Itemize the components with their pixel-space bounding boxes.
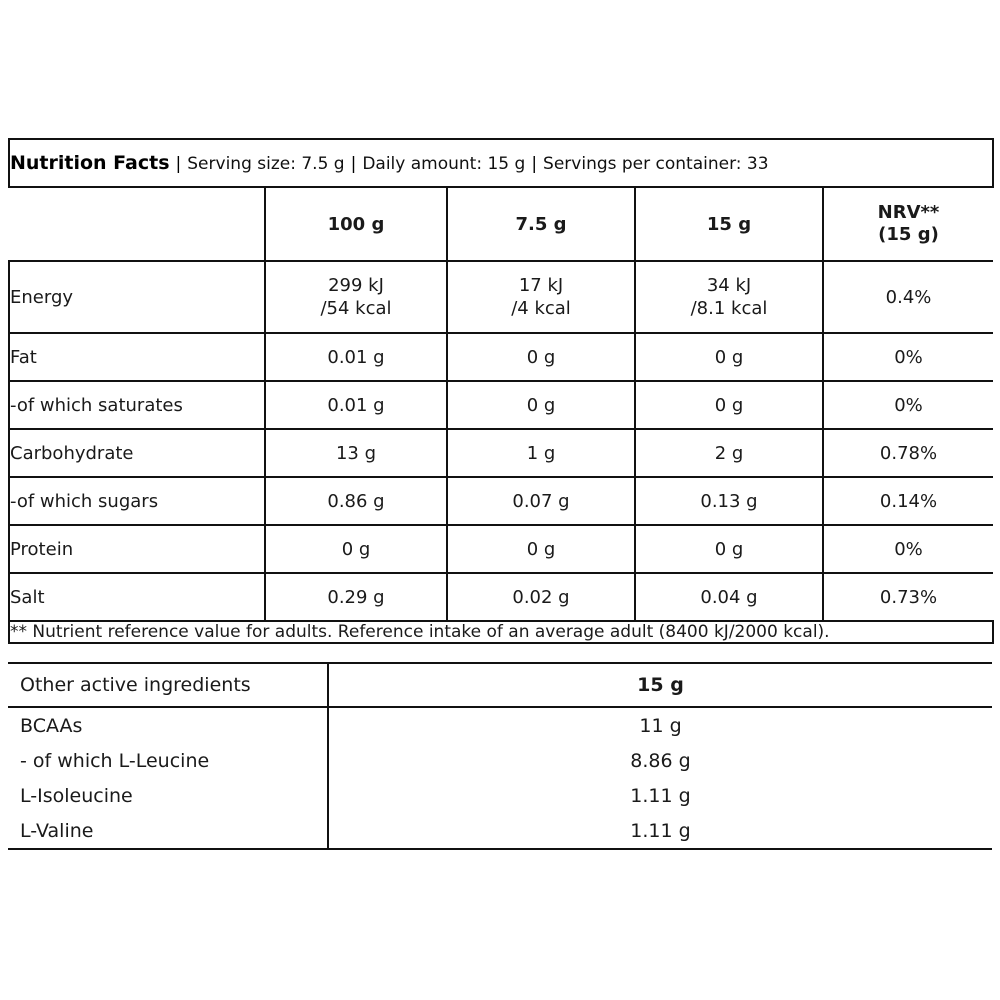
- energy-100g: [265, 261, 447, 333]
- l-isoleucine-amount: 1.11 g: [328, 778, 992, 813]
- list-item: [8, 707, 992, 743]
- energy-7-5g-kj: 17 kJ: [518, 274, 564, 296]
- list-item: [8, 743, 992, 778]
- energy-7-5g: [447, 261, 635, 333]
- row-label-fat: Fat: [9, 333, 265, 381]
- fat-7-5g: 0 g: [447, 333, 635, 381]
- table-row: [9, 573, 993, 621]
- table-spacer: [8, 644, 992, 662]
- fat-nrv: 0%: [823, 333, 993, 381]
- salt-nrv: 0.73%: [823, 573, 993, 621]
- column-header-nrv-sub: (15 g): [878, 224, 939, 245]
- header-separator-1: |: [175, 154, 182, 174]
- l-leucine-label: - of which L-Leucine: [8, 743, 328, 778]
- protein-100g: 0 g: [265, 525, 447, 573]
- column-header-15g: 15 g: [635, 187, 823, 261]
- daily-amount-text: Daily amount: 15 g: [362, 154, 526, 174]
- other-ingredients-amount-header: 15 g: [328, 663, 992, 707]
- energy-7-5g-kcal: /4 kcal: [511, 298, 571, 319]
- bcaas-amount: 11 g: [328, 707, 992, 743]
- table-row: [9, 333, 993, 381]
- energy-100g-kj: 299 kJ: [328, 274, 384, 296]
- column-header-7-5g: 7.5 g: [447, 187, 635, 261]
- carbohydrate-7-5g: 1 g: [447, 429, 635, 477]
- other-ingredients-title: Other active ingredients: [8, 663, 328, 707]
- footnote-row: [9, 621, 993, 643]
- nutrition-label: [8, 138, 992, 850]
- header-separator-3: |: [531, 154, 538, 174]
- nutrition-header-cell: [9, 139, 993, 187]
- sugars-15g: 0.13 g: [635, 477, 823, 525]
- l-valine-amount: 1.11 g: [328, 813, 992, 849]
- column-header-100g: 100 g: [265, 187, 447, 261]
- energy-15g-kcal: /8.1 kcal: [690, 298, 768, 319]
- table-row: [9, 261, 993, 333]
- header-separator-2: |: [350, 154, 357, 174]
- carbohydrate-nrv: 0.78%: [823, 429, 993, 477]
- carbohydrate-100g: 13 g: [265, 429, 447, 477]
- row-label-sugars: -of which sugars: [9, 477, 265, 525]
- row-label-saturates: -of which saturates: [9, 381, 265, 429]
- sugars-nrv: 0.14%: [823, 477, 993, 525]
- saturates-100g: 0.01 g: [265, 381, 447, 429]
- row-label-carbohydrate: Carbohydrate: [9, 429, 265, 477]
- column-header-nrv-main: NRV**: [877, 201, 940, 223]
- nutrition-facts-table: [8, 138, 994, 644]
- column-header-blank: [9, 187, 265, 261]
- list-item: [8, 813, 992, 849]
- salt-15g: 0.04 g: [635, 573, 823, 621]
- column-header-row: [9, 187, 993, 261]
- salt-100g: 0.29 g: [265, 573, 447, 621]
- saturates-nrv: 0%: [823, 381, 993, 429]
- energy-15g: [635, 261, 823, 333]
- l-leucine-amount: 8.86 g: [328, 743, 992, 778]
- energy-nrv: 0.4%: [823, 261, 993, 333]
- saturates-7-5g: 0 g: [447, 381, 635, 429]
- saturates-15g: 0 g: [635, 381, 823, 429]
- protein-15g: 0 g: [635, 525, 823, 573]
- page-title: Nutrition Facts: [10, 152, 170, 174]
- bcaas-label: BCAAs: [8, 707, 328, 743]
- salt-7-5g: 0.02 g: [447, 573, 635, 621]
- sugars-100g: 0.86 g: [265, 477, 447, 525]
- nutrition-header-row: [9, 139, 993, 187]
- nrv-footnote: ** Nutrient reference value for adults. Reference intake of an average adult (8400 kJ/2000 kcal).: [9, 621, 993, 643]
- table-row: [9, 381, 993, 429]
- other-header-row: [8, 663, 992, 707]
- table-row: [9, 525, 993, 573]
- carbohydrate-15g: 2 g: [635, 429, 823, 477]
- row-label-protein: Protein: [9, 525, 265, 573]
- other-active-ingredients-table: [8, 662, 992, 850]
- l-isoleucine-label: L-Isoleucine: [8, 778, 328, 813]
- fat-100g: 0.01 g: [265, 333, 447, 381]
- protein-nrv: 0%: [823, 525, 993, 573]
- protein-7-5g: 0 g: [447, 525, 635, 573]
- list-item: [8, 778, 992, 813]
- sugars-7-5g: 0.07 g: [447, 477, 635, 525]
- table-row: [9, 477, 993, 525]
- serving-size-text: Serving size: 7.5 g: [187, 154, 345, 174]
- servings-per-container-text: Servings per container: 33: [543, 154, 769, 174]
- row-label-energy: Energy: [9, 261, 265, 333]
- row-label-salt: Salt: [9, 573, 265, 621]
- table-row: [9, 429, 993, 477]
- energy-100g-kcal: /54 kcal: [320, 298, 392, 319]
- energy-15g-kj: 34 kJ: [706, 274, 752, 296]
- column-header-nrv: [823, 187, 993, 261]
- fat-15g: 0 g: [635, 333, 823, 381]
- l-valine-label: L-Valine: [8, 813, 328, 849]
